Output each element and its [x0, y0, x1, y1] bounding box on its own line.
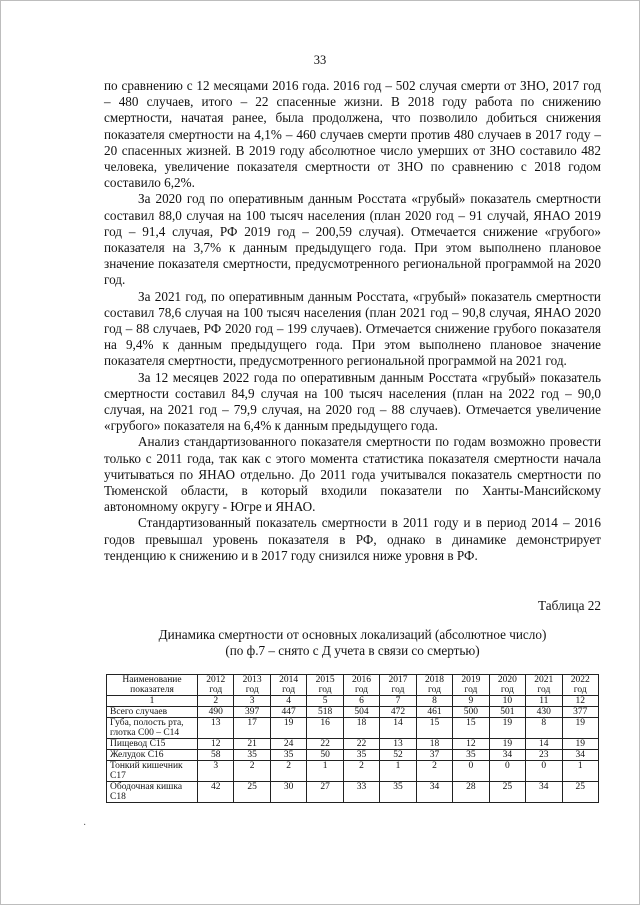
value-cell: 33 [343, 782, 379, 803]
value-cell: 30 [270, 782, 306, 803]
year-column-header [198, 675, 234, 696]
table-label: Таблица 22 [538, 598, 601, 613]
row-name-cell: Ободочная кишка С18 [107, 782, 198, 803]
value-cell: 13 [198, 718, 234, 739]
column-index-cell: 1 [107, 696, 198, 707]
value-cell: 430 [526, 707, 562, 718]
value-cell: 397 [234, 707, 270, 718]
value-cell: 42 [198, 782, 234, 803]
year-label: 2014 [279, 675, 299, 685]
column-index-cell: 10 [489, 696, 525, 707]
scan-mark: · [83, 820, 87, 831]
column-index-row [107, 696, 599, 707]
year-label: 2016 [352, 675, 372, 685]
value-cell: 1 [562, 761, 598, 782]
value-cell: 447 [270, 707, 306, 718]
paragraph: Стандартизованный показатель смертности в 2011 году и в период 2014 – 2016 годов превышал уровень показателя в РФ, однако в динамике демонстрирует тенденцию к снижению и в 2017 году снизился ниже уровня в РФ. [104, 515, 601, 563]
value-cell: 377 [562, 707, 598, 718]
year-suffix: год [500, 685, 514, 695]
table-title-line: (по ф.7 – снято с Д учета в связи со смертью) [225, 643, 480, 658]
value-cell: 472 [380, 707, 416, 718]
value-cell: 2 [416, 761, 452, 782]
year-suffix: год [391, 685, 405, 695]
value-cell: 34 [562, 750, 598, 761]
value-cell: 22 [343, 739, 379, 750]
year-column-header [416, 675, 452, 696]
value-cell: 23 [526, 750, 562, 761]
table-row [107, 707, 599, 718]
value-cell: 12 [198, 739, 234, 750]
value-cell: 19 [562, 718, 598, 739]
table-caption [104, 627, 601, 659]
table-row [107, 782, 599, 803]
value-cell: 0 [489, 761, 525, 782]
row-name-cell: Губа, полость рта, глотка С00 – С14 [107, 718, 198, 739]
column-index-cell: 8 [416, 696, 452, 707]
value-cell: 19 [489, 739, 525, 750]
value-cell: 518 [307, 707, 343, 718]
value-cell: 0 [453, 761, 489, 782]
paragraph: Анализ стандартизованного показателя смертности по годам возможно провести только с 2011 года, так как с этого момента статистика показателя смертности начала учитываться по ЯНАО отдельно. До 2011 года учитывался показатель смертности по Тюменской области, в который входили показатели по Ханты-Мансийскому автономному округу - Югре и ЯНАО. [104, 434, 601, 515]
year-suffix: год [537, 685, 551, 695]
year-suffix: год [573, 685, 587, 695]
year-suffix: год [282, 685, 296, 695]
year-label: 2022 [570, 675, 590, 685]
column-index-cell: 9 [453, 696, 489, 707]
year-label: 2017 [388, 675, 408, 685]
value-cell: 34 [489, 750, 525, 761]
row-name-cell: Тонкий кишечник С17 [107, 761, 198, 782]
value-cell: 19 [562, 739, 598, 750]
year-column-header [526, 675, 562, 696]
table-row [107, 718, 599, 739]
column-index-cell: 2 [198, 696, 234, 707]
row-name-cell: Желудок С16 [107, 750, 198, 761]
value-cell: 35 [234, 750, 270, 761]
year-label: 2018 [424, 675, 444, 685]
value-cell: 18 [416, 739, 452, 750]
value-cell: 17 [234, 718, 270, 739]
value-cell: 35 [270, 750, 306, 761]
value-cell: 25 [489, 782, 525, 803]
year-column-header [343, 675, 379, 696]
value-cell: 2 [343, 761, 379, 782]
value-cell: 21 [234, 739, 270, 750]
paragraph: За 12 месяцев 2022 года по оперативным данным Росстата «грубый» показатель смертности составил 84,9 случая на 100 тысяч населения (план на 2022 год – 90,0 случая, на 2021 год – 79,9 случая, на 2020 год – 88 случаев). Отмечается увеличение «грубого» показателя на 6,4% к данным предыдущего года. [104, 369, 601, 434]
column-index-cell: 12 [562, 696, 598, 707]
year-column-header [234, 675, 270, 696]
value-cell: 27 [307, 782, 343, 803]
value-cell: 14 [526, 739, 562, 750]
value-cell: 35 [380, 782, 416, 803]
value-cell: 24 [270, 739, 306, 750]
value-cell: 34 [416, 782, 452, 803]
paragraph: За 2021 год, по оперативным данным Росстата, «грубый» показатель смертности составил 78,6 случая на 100 тысяч населения (план 2021 год – 90,8 случая, ЯНАО 2020 год – 88 случаев, РФ 2020 год – 199 случаев). Отмечается снижение грубого показателя на 9,4% к данным предыдущего года. При этом выполнено плановое значение показателя смертности, предусмотренного региональной программой на 2021 год. [104, 288, 601, 369]
value-cell: 19 [489, 718, 525, 739]
value-cell: 25 [562, 782, 598, 803]
year-label: 2015 [315, 675, 335, 685]
column-index-cell: 6 [343, 696, 379, 707]
value-cell: 15 [453, 718, 489, 739]
value-cell: 22 [307, 739, 343, 750]
value-cell: 500 [453, 707, 489, 718]
value-cell: 1 [380, 761, 416, 782]
page-number: 33 [313, 53, 327, 67]
table-header-row [107, 675, 599, 696]
value-cell: 35 [343, 750, 379, 761]
paragraph: За 2020 год по оперативным данным Росстата «грубый» показатель смертности составил 88,0 случая на 100 тысяч населения (план 2020 год – 91 случай, ЯНАО 2019 год – 91,4 случая, РФ 2019 год – 200,59 случая). Отмечается снижение «грубого» показателя на 3,7% к данным предыдущего года. При этом выполнено плановое значение показателя смертности, предусмотренного региональной программой на 2020 год. [104, 191, 601, 288]
value-cell: 37 [416, 750, 452, 761]
value-cell: 25 [234, 782, 270, 803]
value-cell: 8 [526, 718, 562, 739]
table-row [107, 739, 599, 750]
year-column-header [380, 675, 416, 696]
year-column-header [453, 675, 489, 696]
year-suffix: год [464, 685, 478, 695]
value-cell: 16 [307, 718, 343, 739]
row-name-cell: Пищевод С15 [107, 739, 198, 750]
year-suffix: год [245, 685, 259, 695]
column-index-cell: 7 [380, 696, 416, 707]
value-cell: 3 [198, 761, 234, 782]
value-cell: 58 [198, 750, 234, 761]
mortality-table [106, 674, 599, 803]
value-cell: 52 [380, 750, 416, 761]
value-cell: 1 [307, 761, 343, 782]
value-cell: 12 [453, 739, 489, 750]
year-column-header [307, 675, 343, 696]
row-name-cell: Всего случаев [107, 707, 198, 718]
column-index-cell: 4 [270, 696, 306, 707]
value-cell: 490 [198, 707, 234, 718]
value-cell: 28 [453, 782, 489, 803]
name-column-header: Наименование показателя [107, 675, 198, 696]
value-cell: 34 [526, 782, 562, 803]
table-title-line: Динамика смертности от основных локализаций (абсолютное число) [158, 627, 547, 642]
document-body [104, 78, 601, 564]
year-suffix: год [355, 685, 369, 695]
value-cell: 50 [307, 750, 343, 761]
value-cell: 18 [343, 718, 379, 739]
year-label: 2012 [206, 675, 226, 685]
column-index-cell: 5 [307, 696, 343, 707]
value-cell: 0 [526, 761, 562, 782]
table-row [107, 761, 599, 782]
year-suffix: год [427, 685, 441, 695]
year-column-header [562, 675, 598, 696]
value-cell: 13 [380, 739, 416, 750]
column-index-cell: 11 [526, 696, 562, 707]
year-label: 2013 [242, 675, 262, 685]
value-cell: 2 [234, 761, 270, 782]
value-cell: 504 [343, 707, 379, 718]
column-index-cell: 3 [234, 696, 270, 707]
value-cell: 35 [453, 750, 489, 761]
year-column-header [489, 675, 525, 696]
value-cell: 501 [489, 707, 525, 718]
paragraph: по сравнению с 12 месяцами 2016 года. 2016 год – 502 случая смерти от ЗНО, 2017 год – 480 случаев, итого – 22 спасенные жизни. В 2018 году работа по снижению смертности, начатая ранее, была продолжена, что позволило добиться снижения показателя смертности на 4,1% – 460 случаев смерти против 480 случаев в 2017 году – 20 спасенных жизней. В 2019 году абсолютное число умерших от ЗНО составило 482 человека, увеличение показателя смертности от ЗНО по сравнению с 2018 годом составило 6,2%. [104, 78, 601, 191]
year-label: 2020 [497, 675, 517, 685]
value-cell: 15 [416, 718, 452, 739]
table-row [107, 750, 599, 761]
year-suffix: год [318, 685, 332, 695]
year-label: 2021 [534, 675, 554, 685]
year-label: 2019 [461, 675, 481, 685]
value-cell: 14 [380, 718, 416, 739]
value-cell: 2 [270, 761, 306, 782]
year-column-header [270, 675, 306, 696]
value-cell: 461 [416, 707, 452, 718]
value-cell: 19 [270, 718, 306, 739]
year-suffix: год [209, 685, 223, 695]
